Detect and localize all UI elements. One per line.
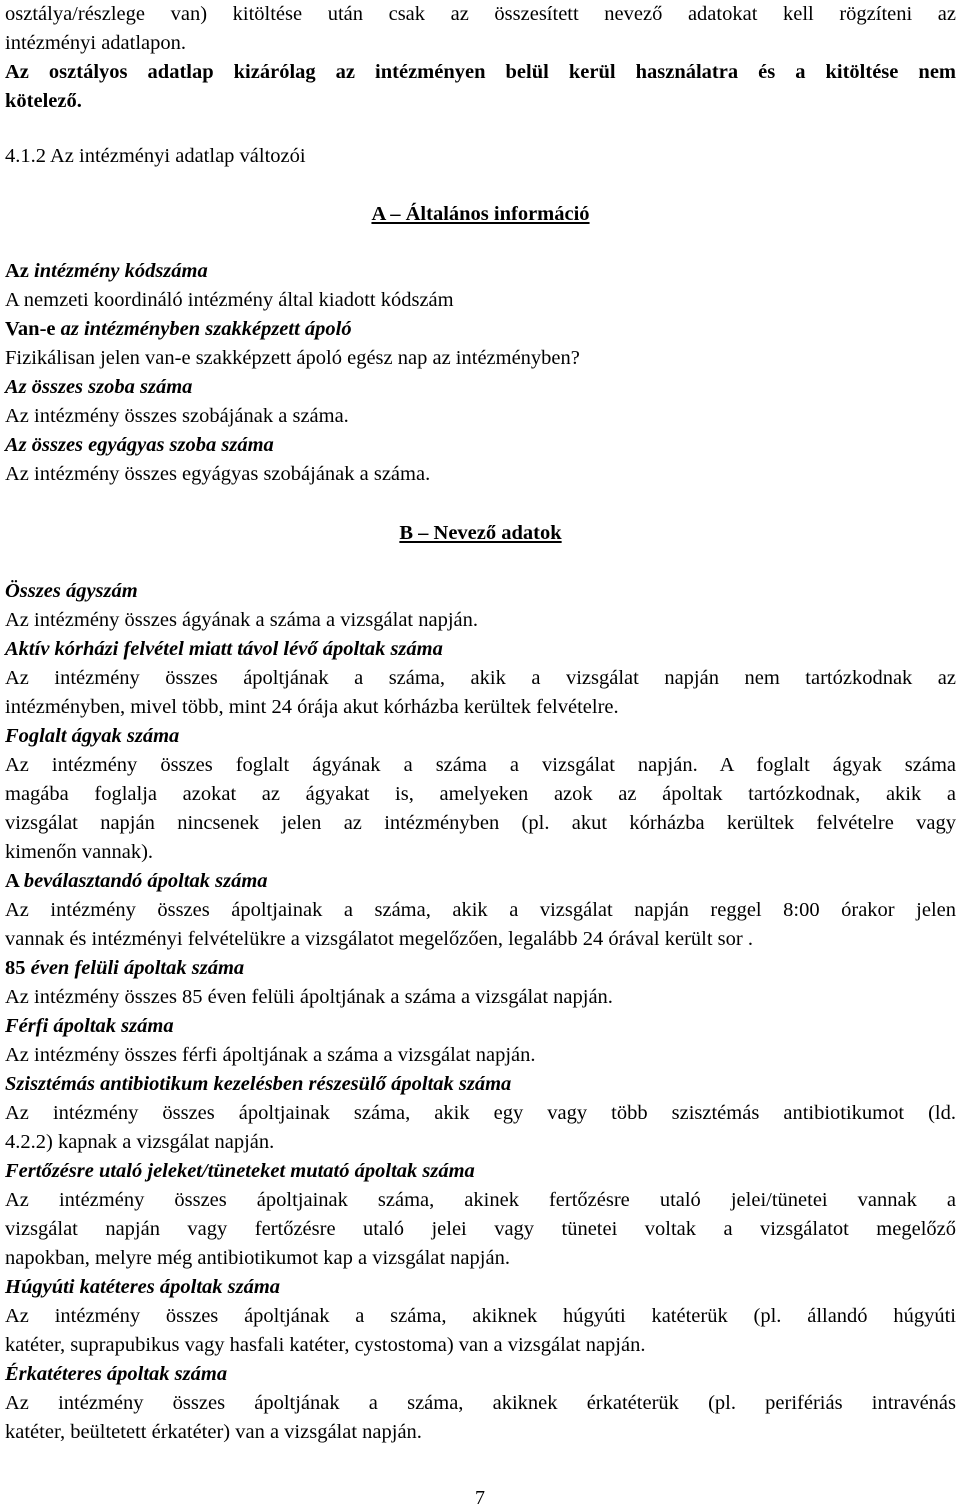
variable-description: Az intézmény összes ápoltjainak a száma, akik a vizsgálat napján reggel 8:00 órakor jelen — [5, 899, 956, 921]
variable-description: Fizikálisan jelen van-e szakképzett ápoló egész nap az intézményben? — [5, 347, 580, 369]
variable-description: 4.2.2) kapnak a vizsgálat napján. — [5, 1131, 275, 1153]
label-text: Fertőzésre utaló jeleket/tüneteket mutató ápoltak száma — [5, 1160, 475, 1182]
variable-description: Az intézmény összes ápoltjainak száma, akinek fertőzésre utaló jelei/tünetei vannak a — [5, 1189, 956, 1211]
variable-description: napokban, melyre még antibiotikumot kap a vizsgálat napján. — [5, 1247, 510, 1269]
label-text: Foglalt ágyak száma — [5, 725, 180, 747]
section-b-title: B – Nevező adatok — [399, 522, 562, 544]
variable-description: magába foglalja azokat az ágyakat is, amelyeken azok az ápoltak tartózkodnak, akik a — [5, 783, 956, 805]
label-text: beválasztandó ápoltak száma — [23, 870, 268, 892]
variable-label — [5, 1360, 956, 1389]
variable-description: vizsgálat napján nincsenek jelen az intézményben (pl. akut kórházba kerültek felvételre vagy — [5, 812, 956, 834]
variable-label — [5, 1273, 956, 1302]
intro-line-1: osztálya/részlege van) kitöltése után csak az összesített nevező adatokat kell rögzíteni az — [5, 3, 956, 25]
label-text: intézmény kódszáma — [34, 260, 208, 282]
label-text: Aktív kórházi felvétel miatt távol lévő ápoltak száma — [5, 638, 443, 660]
label-text: éven felüli ápoltak száma — [30, 957, 245, 979]
subsection-heading: 4.1.2 Az intézményi adatlap változói — [5, 145, 306, 167]
label-text: Érkatéteres ápoltak száma — [5, 1363, 228, 1385]
variable-description: katéter, suprapubikus vagy hasfali katéter, cystostoma) van a vizsgálat napján. — [5, 1334, 646, 1356]
variable-description: Az intézmény összes férfi ápoltjának a száma a vizsgálat napján. — [5, 1044, 536, 1066]
variable-description: intézményben, mivel több, mint 24 órája akut kórházba kerültek felvételre. — [5, 696, 619, 718]
variable-label — [5, 722, 956, 751]
page-number: 7 — [475, 1487, 485, 1509]
variable-label — [5, 867, 956, 896]
variable-description: Az intézmény összes ápoltjainak száma, akik egy vagy több szisztémás antibiotikumot (ld. — [5, 1102, 956, 1124]
label-text: az intézményben szakképzett ápoló — [60, 318, 352, 340]
variable-description: Az intézmény összes szobájának a száma. — [5, 405, 349, 427]
variable-label — [5, 635, 956, 664]
label-text: Húgyúti katéteres ápoltak száma — [5, 1276, 281, 1298]
variable-description: vizsgálat napján vagy fertőzésre utaló jelei vagy tünetei voltak a vizsgálatot megelőző — [5, 1218, 956, 1240]
label-prefix: Az — [5, 260, 35, 282]
variable-description: Az intézmény összes ápoltjának a száma, akik a vizsgálat napján nem tartózkodnak az — [5, 667, 956, 689]
variable-description: Az intézmény összes 85 éven felüli ápoltjának a száma a vizsgálat napján. — [5, 986, 613, 1008]
label-text: Az összes szoba száma — [5, 376, 193, 398]
label-text: Az összes egyágyas szoba száma — [5, 434, 274, 456]
label-prefix: 85 — [5, 957, 31, 979]
variable-label — [5, 431, 956, 460]
intro-line-2: intézményi adatlapon. — [5, 32, 187, 54]
section-a-title: A – Általános információ — [371, 203, 590, 225]
variable-description: katéter, beültetett érkatéter) van a vizsgálat napján. — [5, 1421, 422, 1443]
variable-description: Az intézmény összes egyágyas szobájának a száma. — [5, 463, 431, 485]
variable-label — [5, 1012, 956, 1041]
intro-line-4: kötelező. — [5, 90, 82, 112]
label-prefix: Van-e — [5, 318, 61, 340]
variable-description: Az intézmény összes foglalt ágyának a száma a vizsgálat napján. A foglalt ágyak száma — [5, 754, 956, 776]
variable-label — [5, 315, 956, 344]
variable-label — [5, 954, 956, 983]
variable-description: Az intézmény összes ágyának a száma a vizsgálat napján. — [5, 609, 479, 631]
variable-description: Az intézmény összes ápoltjának a száma, akiknek húgyúti katéterük (pl. állandó húgyúti — [5, 1305, 956, 1327]
label-prefix: A — [5, 870, 24, 892]
variable-description: kimenőn vannak). — [5, 841, 154, 863]
variable-label — [5, 373, 956, 402]
label-text: Férfi ápoltak száma — [5, 1015, 174, 1037]
label-text: Szisztémás antibiotikum kezelésben részesülő ápoltak száma — [5, 1073, 512, 1095]
variable-description: A nemzeti koordináló intézmény által kiadott kódszám — [5, 289, 454, 311]
variable-description: vannak és intézményi felvételükre a vizsgálatot megelőzően, legalább 24 órával került sor . — [5, 928, 753, 950]
variable-description: Az intézmény összes ápoltjának a száma, akiknek érkatéterük (pl. perifériás intravénás — [5, 1392, 956, 1414]
intro-line-3: Az osztályos adatlap kizárólag az intézményen belül kerül használatra és a kitöltése nem — [5, 61, 956, 83]
variable-label — [5, 577, 956, 606]
variable-label — [5, 257, 956, 286]
variable-label — [5, 1070, 956, 1099]
variable-label — [5, 1157, 956, 1186]
label-text: Összes ágyszám — [5, 580, 138, 602]
